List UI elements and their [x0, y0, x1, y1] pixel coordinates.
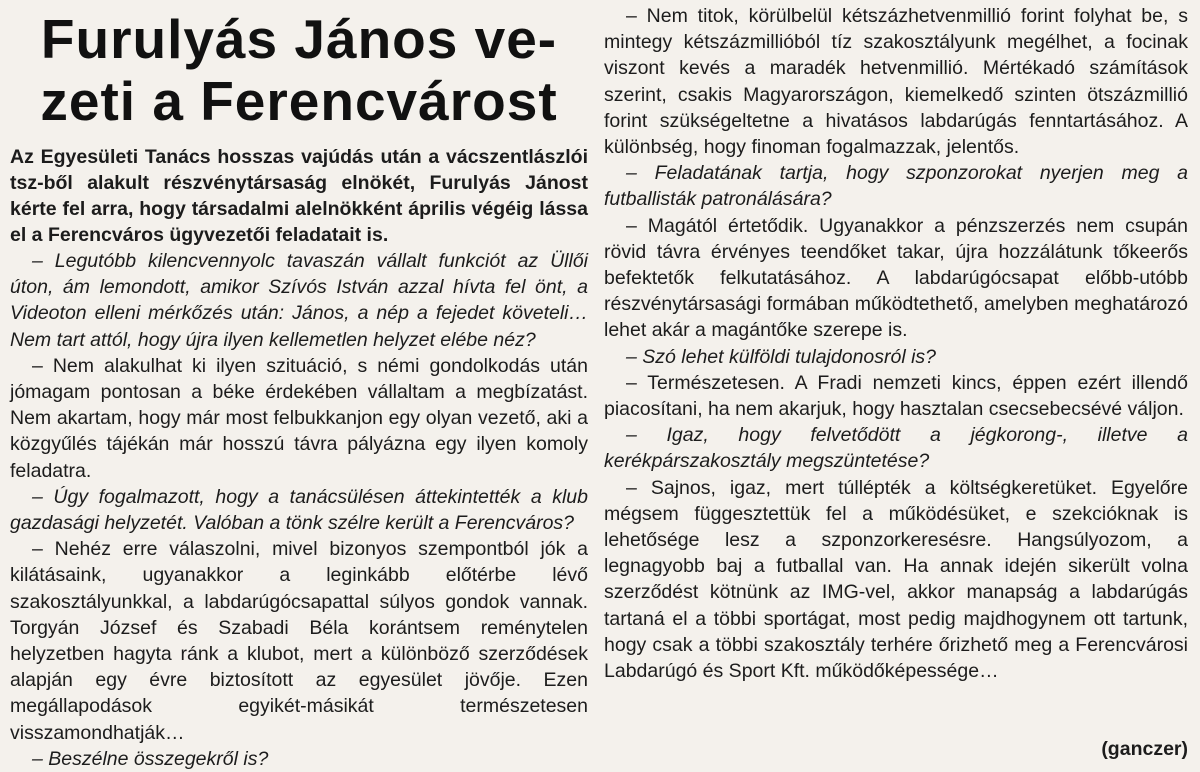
answer-paragraph: – Nem titok, körülbelül kétszázhetvenmillió forint folyhat be, s mintegy kétszázmillióból tíz szakosztályunk megélhet, a focinak viszont kevés a maradék hetvenmillió. Mértékadó számítások szerint, csakis Magyarországon, kiemelkedő szinten ötszázmillió forint szükségeltetne a hivatásos labdarúgás fenntartásához. A különbség, hogy finoman fogalmazzak, jelentős.: [604, 5, 1188, 159]
answer-paragraph: – Magától értetődik. Ugyanakkor a pénzszerzés nem csupán rövid távra érvényes teendőket takar, újra hozzálátunk tőkeerős befektetők felkutatásához. A labdarúgócsapat előbb-utóbb részvénytársasági formában működtethető, amelyben meghatározó lehet akár a magántőke szerepe is.: [604, 214, 1188, 342]
author-byline: (ganczer): [1101, 738, 1188, 760]
question-paragraph: – Szó lehet külföldi tulajdonosról is?: [626, 345, 937, 368]
question-paragraph: – Beszélne összegekről is?: [32, 747, 269, 770]
headline-line-2: zeti a Ferencvárost: [40, 70, 558, 132]
answer-paragraph: – Nem alakulhat ki ilyen szituáció, s némi gondolkodás után jómagam pontosan a béke érdekében vállaltam a megbízatást. Nem akartam, hogy már most felbukkanjon egy olyan vezető, aki a közgyűlés tájékán már hosszú távra pályázna egy ilyen komoly feladatra.: [10, 354, 588, 482]
headline-line-1: Furulyás János ve-: [40, 8, 558, 70]
right-column: [604, 0, 1188, 684]
answer-paragraph: – Természetesen. A Fradi nemzeti kincs, éppen ezért illendő piacosítani, ha nem akarjuk, hogy hasztalan csecsebecsévé váljon.: [604, 371, 1188, 421]
question-paragraph: – Úgy fogalmazott, hogy a tanácsülésen áttekintették a klub gazdasági helyzetét. Valóban a tönk szélre került a Ferencváros?: [10, 485, 588, 535]
answer-paragraph: – Nehéz erre válaszolni, mivel bizonyos szempontból jók a kilátásaink, ugyanakkor a leginkább előtérbe lévő szakosztályunkkal, a labdarúgócsapattal súlyos gondok vannak. Torgyán József és Szabadi Béla korántsem reménytelen helyzetben hagyta ránk a klubot, mert a különböző szerződések alapján egy évre biztosított az egyesület jövője. Ezen megállapodások egyikét-másikát természetesen visszamondhatják…: [10, 538, 588, 744]
question-paragraph: – Feladatának tartja, hogy szponzorokat nyerjen meg a futballisták patronálására?: [604, 162, 1188, 211]
answer-paragraph: – Sajnos, igaz, mert túllépték a költségkeretüket. Egyelőre mégsem függesztettük fel a működésüket, e szekcióknak is lehetősége lesz a szponzorkeresésre. Hangsúlyozom, a legnagyobb baj a futballal van. Ha annak idején sikerült volna szerződést kötnünk az IMG-vel, akkor manapság a labdarúgás tartaná el a többi sportágat, most pedig majdhogynem ott tartunk, hogy csak a többi szakosztály terhére őrizhető meg a Ferencvárosi Labdarúgó és Sport Kft. működőképessége…: [604, 476, 1188, 683]
question-paragraph: – Legutóbb kilencvennyolc tavaszán vállalt funkciót az Üllői úton, ám lemondott, amikor Szívós István azzal hívta fel önt, a Videoton elleni mérkőzés után: János, a nép a fejedet követeli… Nem tart attól, hogy újra ilyen kellemetlen helyzet elébe néz?: [10, 250, 588, 351]
headline: [10, 8, 588, 132]
lead-paragraph: Az Egyesületi Tanács hosszas vajúdás után a vácszentlászlói tsz-ből alakult részvénytársaság elnökét, Furulyás Jánost kérte fel arra, hogy társadalmi alelnökként április végéig lássa el a Ferencváros ügyvezetői feladatait is.: [10, 146, 588, 246]
left-column: [10, 0, 588, 772]
question-paragraph: – Igaz, hogy felvetődött a jégkorong-, illetve a kerékpárszakosztály megszüntetése?: [604, 424, 1188, 473]
